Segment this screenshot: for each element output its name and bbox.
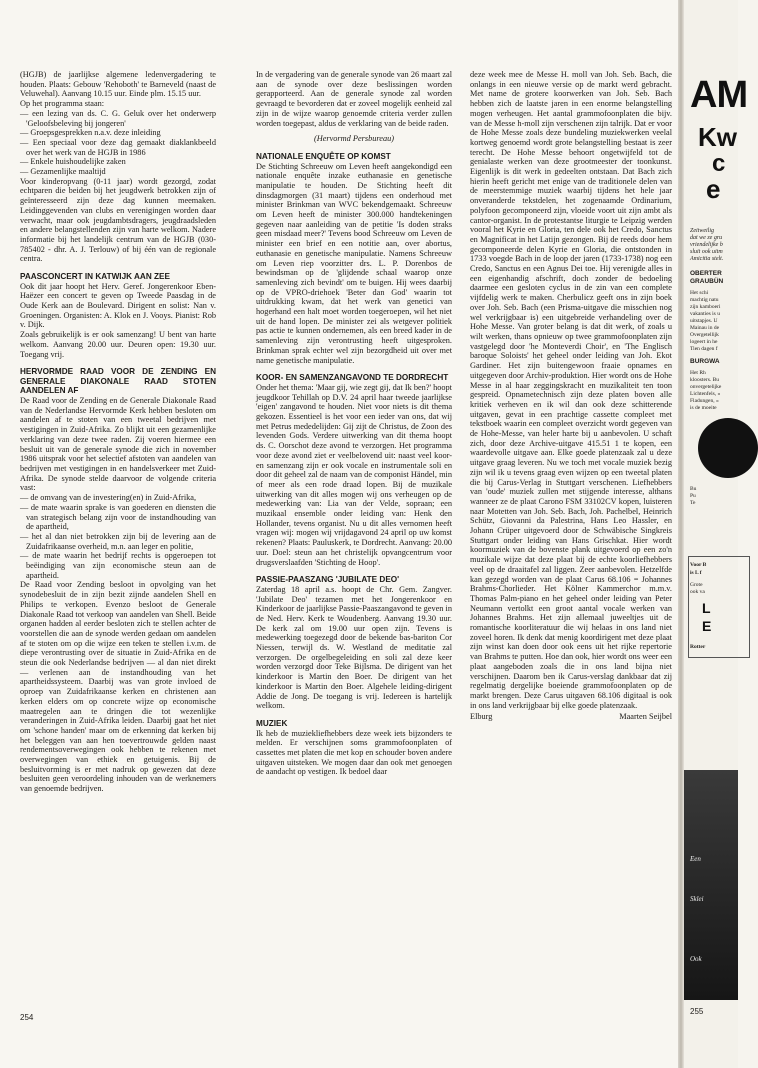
text-fragment: is L f (690, 570, 702, 576)
article-heading: MUZIEK (256, 718, 288, 728)
text-fragment: Amicitia stelt. (690, 256, 724, 262)
photo-fragment (684, 770, 738, 1000)
text-fragment: kloosters. Bu (690, 377, 720, 383)
paragraph: Ook dit jaar hoopt het Herv. Geref. Jongerenkoor Eben-Haëzer een concert te geven op Tweede Paasdag in de Oude Kerk aan de Boulevard. Dirigent en solist: Nan v. Groeningen. Organisten: A. Klok en J. Vooys. Pianist: Rob v. Dijk. (20, 281, 216, 330)
text-fragment: Lichtenfels, « (690, 391, 721, 397)
paragraph: Voor kinderopvang (0-11 jaar) wordt gezorgd, zodat echtparen die beiden bij het jeugdwerk betrokken zijn of geïnteresseerd zijn deze dag kunnen meemaken. Leidinggevenden van clubs en verenigingen worden daar verwacht, maar ook jeugdambtsdragers, jeugdraadsleden en andere belangstellenden zijn van harte welkom. Nadere informatie bij het landelijk centrum van de HGJB (030-785402 - dhr. A. J. Terlouw) of bij één van de regionale centra. (20, 176, 216, 264)
paragraph: Ik heb de muziekliefhebbers deze week iets bijzonders te melden. Er verschijnen soms grammofoonplaten of cassettes met platen die met kop en schouder boven andere uitgaven uitsteken. We mogen daar dan ook met genoegen de aandacht op vestigen. Ik bedoel daar (256, 728, 452, 777)
article-heading: HERVORMDE RAAD VOOR DE ZENDING EN GENERALE DIAKONALE RAAD STOTEN AANDELEN AF (20, 367, 216, 396)
text-fragment: Rotter (690, 644, 706, 650)
paragraph: — de mate waarin sprake is van goederen en diensten die van strategisch belang zijn voor de instandhouding van de apartheid, (20, 502, 216, 532)
text-fragment: E (702, 618, 712, 634)
paragraph: — een lezing van ds. C. G. Geluk over het onderwerp 'Geloofsbeleving bij jongeren' (20, 108, 216, 128)
text-fragment: Bu (690, 486, 697, 492)
text-fragment: uitstapjes. U (690, 318, 718, 324)
text-fragment: Tien dagen f (690, 346, 718, 352)
paragraph: In de vergadering van de generale synode van 26 maart zal aan de synode over deze beslissingen worden gerapporteerd. Aan de generale synode zal worden gevraagd te bevorderen dat er zoveel mogelijk eenheid zal zijn in de wijze waarop genoemde criteria verder zullen worden toegepast, aldus de verklaring van de beide raden. (256, 70, 452, 128)
paragraph: Zoals gebruikelijk is er ook samenzang! U bent van harte welkom. Aanvang 20.00 uur. Deuren open: 19.30 uur. Toegang vrij. (20, 330, 216, 359)
text-fragment: logeert in he (690, 339, 718, 345)
article-heading: PAASCONCERT IN KATWIJK AAN ZEE (20, 272, 170, 282)
signature-author: Maarten Seijbel (619, 712, 672, 722)
right-page-edge (684, 0, 748, 1068)
text-fragment: vakanties is u (690, 311, 720, 317)
paragraph: De Raad voor de Zending en de Generale Diakonale Raad van de Nederlandse Hervormde Kerk hebben besloten om aandelen af te stoten van een tweetal bedrijven met vestigingen in Zuid-Afrika. Zo blijkt uit een gezamenlijke verklaring van deze twee raden. Zij voeren hiermee een besluit uit van de generale synode die zich in november 1986 uitsprak voor het selectief afstoten van aandelen van bedrijven met vestigingen in en handelsverkeer met Zuid-Afrika. De synode stelde daarvoor de volgende criteria vast: (20, 396, 216, 493)
headline-fragment: c (712, 150, 726, 177)
text-fragment: Voor B (690, 562, 707, 568)
paragraph: — het al dan niet betrokken zijn bij de levering aan de Zuidafrikaanse overheid, m.n. aan leger en politie, (20, 531, 216, 551)
section-heading-fragment: OBERTER (690, 270, 722, 277)
text-fragment: Te (690, 500, 696, 506)
section-heading-fragment: BURGWA (690, 358, 720, 365)
section-heading-fragment: GRAUBÜN (690, 278, 724, 285)
caption-fragment: Een (690, 855, 701, 863)
headline-fragment: Kw (698, 122, 737, 152)
signature-place: Elburg (470, 712, 493, 722)
text-fragment: machtig natu (690, 297, 719, 303)
text-fragment: Grote (690, 582, 703, 588)
paragraph: Zaterdag 18 april a.s. hoopt de Chr. Gem. Zangver. 'Jubilate Deo' tezamen met het Jongerenkoor en Kinderkoor de jaarlijkse Passie-Paaszangavond te geven in de Ned. Herv. Kerk te Woudenberg. Aanvang 19.30 uur. De kerk zal om 19.00 uur open zijn. Tevens is medewerking toegezegd door de bekende bas-bariton Cor Niessen, terwijl ds. W. Westland de meditatie zal verzorgen. De orgelbegeleiding en soli zal deze keer worden verzorgd door Teke Bijlsma. De dirigent van het kinderkoor is Martin den Boer. De dirigent van het kinderkoor is Martin den Boer. Algehele leiding-dirigent Addie de Jong. De toegang is vrij. Iedereen is hartelijk welkom. (256, 584, 452, 711)
article-signature (470, 712, 672, 722)
headline-fragment: e (706, 174, 721, 204)
text-fragment: Mainau in de (690, 325, 720, 331)
photo-fragment (698, 418, 758, 478)
column-3 (470, 70, 672, 722)
paragraph: — Een speciaal voor deze dag gemaakt diaklankbeeld over het werk van de HGJB in 1986 (20, 137, 216, 157)
text-fragment: Pu (690, 493, 696, 499)
paragraph: — de mate waarin het bedrijf rechts is opgeroepen tot beëindiging van zijn economische steun aan de apartheid. (20, 551, 216, 580)
text-fragment: dat we ze gru (690, 235, 723, 241)
caption-fragment: Ook (690, 955, 702, 963)
article-heading: PASSIE-PAASZANG 'JUBILATE DEO' (256, 575, 400, 585)
text-fragment: Het Rh (690, 370, 706, 376)
column-1 (20, 70, 216, 794)
paragraph: De Stichting Schreeuw om Leven heeft aangekondigd een nationale enquête inzake euthanasie en genetische manipulatie te houden. De Stichting heeft dit dinsdagmorgen (31 maart) tijdens een onderhoud met minister Brinkman van WVC bekendgemaakt. Schreeuw om Leven heeft de minister 300.000 handtekeningen gegeven naar aanleiding van de petitie 'Is doden straks geen misdaad meer?' Tevens bood Schreeuw om Leven de minister een brief en een notitie aan, over abortus, euthanasie en genetische manipulatie. Namens Schreeuw om Leven riep voorzitter drs. L. P. Dorenbos de bewindsman op de 'glijdende schaal waarop onze samenleving zich bevindt' om te buigen. Hij wees daarbij op de VPRO-driehoek 'Beter dan God' waarin tot uitdrukking kwam, dat het werk van genetici van hogerhand een halt moet worden toegeroepen, wil het niet uit de hand lopen. De minister zei als wetgever politiek pas actie te kunnen ondernemen, als een breed kader in de samenleving zijn verontrusting heeft uitgesproken. Brinkman sprak echter wel zijn bezorgdheid uit over met name genetische manipulatie. (256, 161, 452, 365)
paragraph: — Gezamenlijke maaltijd (20, 167, 106, 177)
paragraph: Op het programma staan: (20, 99, 105, 109)
headline-fragment: AM (690, 74, 748, 116)
text-fragment: ook va (690, 589, 705, 595)
article-heading: KOOR- EN SAMENZANGAVOND TE DORDRECHT (256, 373, 449, 383)
paragraph: — de omvang van de investering(en) in Zuid-Afrika, (20, 493, 197, 503)
text-fragment: L (702, 600, 711, 616)
paragraph: — Enkele huishoudelijke zaken (20, 157, 126, 167)
text-fragment: zijn kamboeri (690, 304, 721, 310)
paragraph: De Raad voor Zending besloot in opvolging van het synodebesluit de in zijn bezit zijnde aandelen Shell en Philips te verkopen. Evenzo besloot de Generale Diakonale Raad tot verkoop van aandelen van Shell. Beide organen hadden al eerder besloten zich te stellen achter de voorstellen die aan de synode werden gedaan om aandelen af te stoten om op die wijze een teken te stellen i.v.m. de diepe verontrusting over de situatie in Zuid-Afrika en de steun die ook Nederlandse bedrijven — al dan niet direkt — verlenen aan de instandhouding van het apartheidssysteem. Daarbij was van grote invloed de oproep van Zuidafrikaanse kerken en christenen aan kerken elders om op concrete wijze op economische maatregelen aan te dringen die tot wezenlijke veranderingen in Zuid-Afrika leiden. Daarbij gaat het niet om 'schone handen' maar om de erkenning dat kerken bij het beleggen van aan hen toevertrouwde gelden naast rendementsoverwegingen ook hebben te rekenen met overwegingen van ethiek en getuigenis. Bij de besluitvorming is er met nadruk op gewezen dat deze besluiten geen veroordeling inhouden van de werknemers van genoemde bedrijven. (20, 580, 216, 794)
column-2 (256, 70, 452, 777)
text-fragment: is de moeite (690, 405, 717, 411)
article-source: (Hervormd Persbureau) (313, 134, 395, 144)
text-fragment: Fladungen, « (690, 398, 719, 404)
text-fragment: Zeitweilig (690, 228, 714, 234)
page-number-right: 255 (690, 1007, 704, 1016)
text-fragment: onvergetelijke (690, 384, 722, 390)
paragraph: — Groepsgesprekken n.a.v. deze inleiding (20, 128, 161, 138)
paragraph: deze week mee de Messe H. moll van Joh. Seb. Bach, die onlangs in een nieuwe versie op de markt werd gebracht. Met name de grotere koorwerken van Joh. Seb. Bach hebben zich de laatste jaren in een enorme belangstelling mogen verheugen. Het aantal grammofoonplaten die bijv. van de Messe h-moll zijn verschenen zijn talrijk. Dat er voor de Hohe Messe zoals deze bundeling muziekwerken veelal kortweg genoemd wordt grote belangstelling bestaat is zeer terecht. De Hohe Messe behoort ongetwijfeld tot de genialaste werken van deze grootmeester der toonkunst. Eigenlijk is dit werk in gedeelten ontstaan. Dat Bach zich hierin heeft gericht met enige van de traditionele delen van de meerstemmige muziek waarbij tijdens het hele jaar onveranderde tekstdelen, het zogenaamde Ordinarium, polyfoon gecomponeerd zijn, vloeide voort uit zijn ambt als cantor-organist. In de protestantse liturgie te Leipzig werden vooral het Kyrie en Gloria, ten dele ook het Credo, Sanctus en Magnificat in het Latijn gezongen. Bij de reeds door hem gecomponeerde delen Kyrie en Gloria, die ontstonden in 1733 voegde Bach in de loop der jaren (1733-1738) nog een Credo, Sanctus en een Agnus Dei toe. Hij verenigde alles in een eigenhandig afschrift, doch zonder de bedoeling daarmee een gesloten cyclus in de zin van een complete vijfdelig werk te maken. Cherbulicz geeft ons in zijn boek over Joh. Seb. Bach (een Prisma-uitgave die misschien nog wel verkrijgbaar is) een uitgebreide verhandeling over de Hohe Messe. Van groter belang is dat dit werk, of zoals u wilt werken, thans opnieuw op twee grammofoonplaten zijn vastgelegd door 'he Monteverdi Choir', en 'The Englisch baroque Soloists' het geheel onder leiding van Joh. Ekot Gardiner. Het zijn buitengewoon fraaie opnames en uitgegeven door Archiv-produktion. Hier wordt ons de Hohe Messe in al haar zeggingskracht en muzikaliteit ten toon gespreid. Opnametechnisch zijn deze platen boven alle kritiek verheven en ik wil dan ook deze schitterende uitgaven, gevat in een prachtige cassette compleet met tekstboek waarin een compleet overzicht wordt gegeven van de Hohe-Messe, van heler harte bij u aanbevolen. U schaft zich, door deze Archive-uitgave 415.51 1 te kopen, een waardevolle uitgave aan. Elke goede platenzaak zal u deze uitgave graag leveren. Nu we toch met vocale muziek bezig zijn wil ik u tevens graag even wijzen op een tweetal platen die bij Carus-Verlag in Stuttgart verschenen. Liefhebbers van 'oude' muziek zullen met stijgende interesse, althans wanneer ze de plaat Carono FSM 33102CV kopen, luisteren naar Motetten van Joh. Seb. Bach, Joh. Pachelbel, Heinrich Schütz, Giovanni da Palestrina, Hans Leo Hassler, en Johann Crüper uitgevoerd door de Schwäbische Singkreis Stuttgart onder leiding van Hans Grischkat. Hier wordt koormuziek van de bovenste plank uitgevoerd op een zo'n muzikale wijze dat deze plaat bij de echte koorliefhebbers veel op de draaitafel zal liggen. Zeer aanbevolen. Hetzelfde kan gezegd worden van de plaat Carus 68.106 = Johannes Brahms-Chorlieder. Het Kölner Kammerchor m.m.v. Thomas Palm-piano en het geheel onder leiding van Peter Neumann vertolkt een groot aantal vocale werken van Johannes Brahms. Het zijn allemaal juweeltjes uit de romantische koorliteratuur die wij helaas in ons land niet zoveel horen. Ik denk dat menig koordirigent met deze plaat zijn winst kan doen door ook eens uit het rijke repertorie van Brahms te putten. Hoe dan ook, hier wordt ons weer een plaat aangeboden zoals die in ons land bijna niet verschijnen. Daarom ben ik Carus-verslag dankbaar dat zij regelmatig dergelijke boeiende grammofoonplaten op de markt brengen. Deze Carus uitgaven 68.106 digitaal is ook in ons land verkrijgbaar bij elke goede platenzaak. (470, 70, 672, 710)
paragraph: (HGJB) de jaarlijkse algemene ledenvergadering te houden. Plaats: Gebouw 'Rehoboth' te Barneveld (naast de Veluwehal). Aanvang 10.15 uur. Einde plm. 15.15 uur. (20, 70, 216, 99)
text-fragment: Overgetellijk (690, 332, 719, 338)
text-fragment: vriendelijke b (690, 242, 723, 248)
page-number-left: 254 (20, 1013, 34, 1022)
article-heading: NATIONALE ENQUÊTE OP KOMST (256, 151, 391, 161)
text-fragment: sluit ook uitm (690, 249, 723, 255)
text-fragment: Het schi (690, 290, 709, 296)
caption-fragment: Sklei (690, 895, 704, 903)
paragraph: Onder het thema: 'Maar gij, wie zegt gij, dat Ik ben?' hoopt jeugdkoor Tehillah op D.V. 24 april haar tweede jaarlijkse 'eigen' zangavond te houden. Niet voor niets is dit thema gekozen. Essentieel is het voor een ieder van ons, dat wij met Petrus mededelijden: Gij zijt de Christus, de Zoon des levenden Gods. Verdere uitwerking van dit thema hoopt ds. C. Oorschot deze avond te verzorgen. Het programma voor deze avond ziet er veelbelovend uit: naast veel koor- en samenzang zijn er ook vocale en instrumentale soli en door dit geheel zal de naam van de componist Händel, min of meer als een rode draad lopen. Bij de muzikale uitwerking van dit alles mogen wij ons verheugen op de medewerking van: Lia van der Velde, sopraan; een muzikaal ensemble onder leiding van: Henk den Hollander, tevens organist. Nu u dit alles vernomen heeft vragen wij: mogen wij vrijdagavond 24 april op uw komst rekenen? Plaats: Pauluskerk, te Dordrecht. Aanvang: 20.00 uur. Doel: steun aan het christelijk opvangcentrum voor drugsverslaafden 'Stichting de Hoop'. (256, 382, 452, 567)
